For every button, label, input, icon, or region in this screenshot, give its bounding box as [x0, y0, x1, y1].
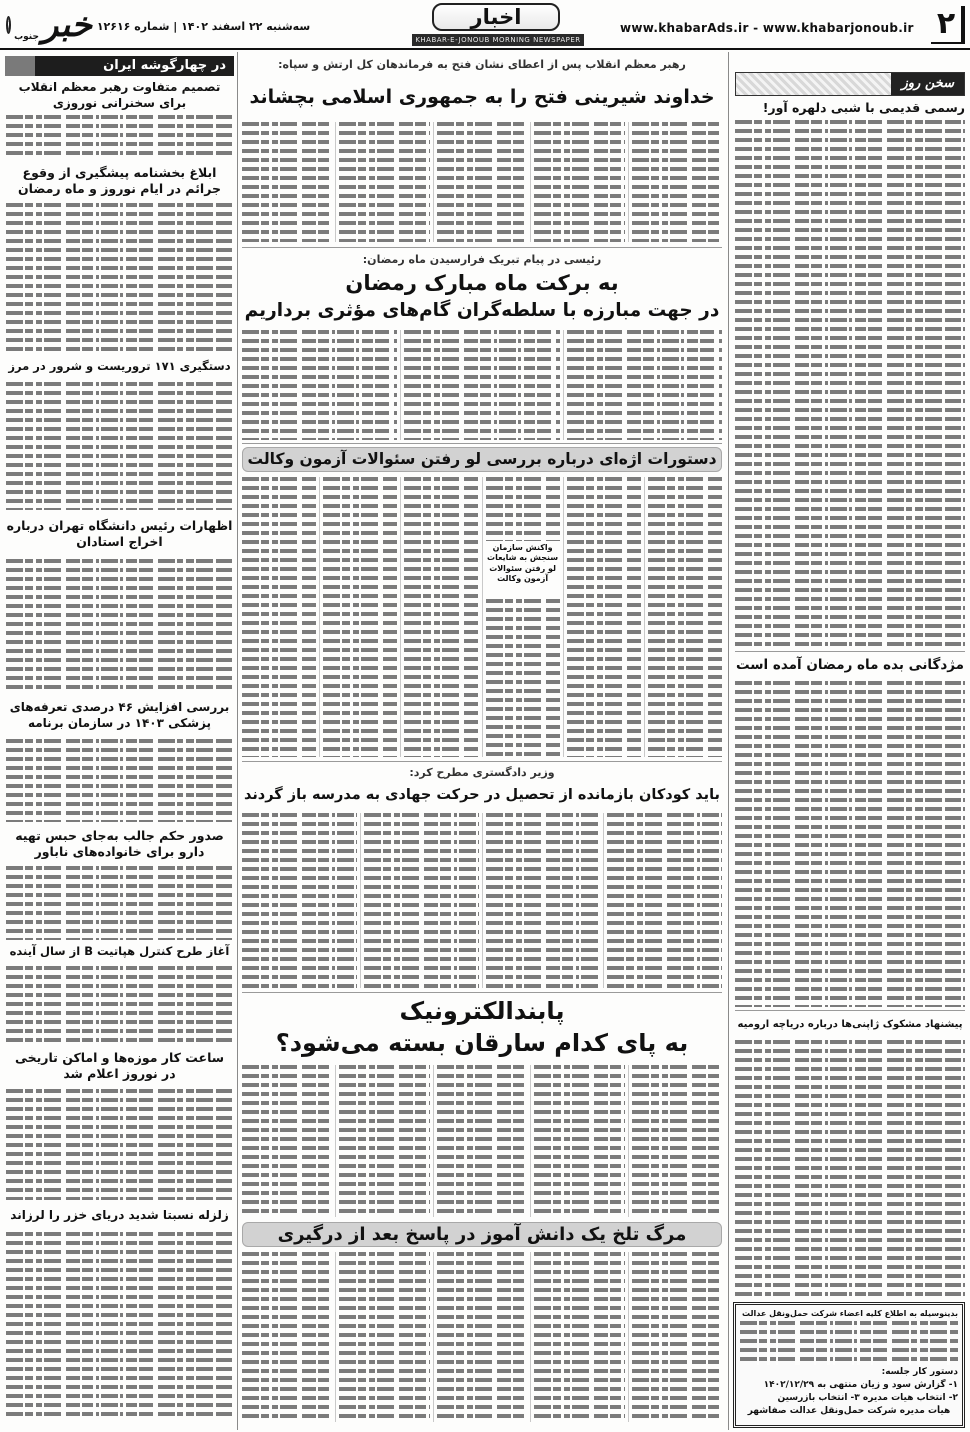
website-urls: www.khabarAds.ir - www.khabarjonoub.ir: [620, 21, 914, 35]
header-divider: [0, 48, 970, 50]
news-headline: اظهارات رئیس دانشگاه تهران درباره اخراج استادان: [6, 518, 233, 550]
section-title: اخبار: [432, 3, 560, 31]
newspaper-logo: [6, 4, 92, 46]
news-headline: آغاز طرح کنترل هپاتیت B از سال آینده: [9, 944, 230, 958]
story-divider: [242, 761, 722, 762]
article-text-column: [242, 1252, 332, 1422]
raisi-headline-line2: در جهت مبارزه با سلطه‌گران گام‌های مؤثری برداریم: [244, 300, 720, 321]
article-text: [735, 1040, 965, 1298]
bar-exam-article-body: [242, 477, 722, 757]
news-headline: صدور حکم جالب به‌جای حبس تهیه دارو برای خانواده‌های ناباور: [15, 828, 224, 860]
logo-wordmark: خبر: [41, 5, 92, 45]
english-masthead: KHABAR-E-JONOUB MORNING NEWSPAPER: [412, 34, 584, 46]
article-text: [486, 477, 560, 541]
story-divider: [242, 443, 722, 444]
article-text: [486, 599, 560, 757]
bar-exam-headline: دستورات اژه‌ای درباره بررسی لو رفتن سئوالات آزمون وکالت: [242, 447, 722, 472]
article-text-column: [437, 122, 527, 242]
news-headline: ساعت کار موزه‌ها و اماکن تاریخی در نوروز اعلام شد: [14, 1050, 225, 1082]
page-number: ۲: [931, 6, 965, 44]
story-divider: [242, 992, 722, 993]
article-text-column: [404, 330, 559, 440]
article-text: [6, 866, 233, 940]
article-text-column: [364, 813, 479, 988]
student-headline: مرگ تلخ یک دانش آموز در پاسخ بعد از درگیری: [242, 1222, 722, 1247]
article-text-column: [648, 477, 722, 757]
article-text-column: [632, 1065, 722, 1217]
article-text-column: [486, 813, 601, 988]
notice-signature: هیأت مدیره شرکت حمل‌ونقل عدالت صفاشهر: [747, 1406, 951, 1416]
ramadan-headline: مژدگانی بده ماه رمضان آمده است: [735, 657, 965, 673]
shareholder-meeting-notice: [733, 1302, 965, 1428]
article-text-column: [437, 1252, 527, 1422]
article-text-column: [323, 477, 397, 757]
article-text: [6, 1232, 233, 1420]
raisi-kicker: رئیسی در پیام تبریک فرارسیدن ماه رمضان:: [362, 253, 602, 266]
article-text-column: [437, 1065, 527, 1217]
student-article-body: [242, 1252, 722, 1422]
raisi-headline-line1: به برکت ماه مبارک رمضان: [345, 271, 619, 295]
issue-date: سه‌شنبه ۲۲ اسفند ۱۴۰۲ | شماره ۱۲۶۱۶: [96, 20, 311, 33]
article-text-column: [242, 330, 397, 440]
article-text-column: [242, 122, 332, 242]
justice-kicker: وزیر دادگستری مطرح کرد:: [409, 766, 555, 779]
globe-icon: [6, 16, 11, 34]
article-text-column: [242, 1065, 332, 1217]
lead-kicker: رهبر معظم انقلاب پس از اعطای نشان فتح به فرماندهان کل ارتش و سپاه:: [278, 58, 686, 71]
column-divider: [728, 52, 729, 1430]
notice-agenda-label: دستور کار جلسه:: [881, 1367, 958, 1377]
article-text-column: [534, 1065, 624, 1217]
notice-agenda-item: ۲- انتخاب هیات مدیره ۳- انتخاب بازرسین: [777, 1393, 958, 1403]
story-divider: [242, 247, 722, 248]
justice-article-body: [242, 813, 722, 988]
notice-intro: بدینوسیله به اطلاع کلیه اعضاء شرکت حمل‌ونقل عدالت: [742, 1309, 958, 1318]
article-text: [6, 559, 233, 694]
news-headline: بررسی افزایش ۴۶ درصدی تعرفه‌های پزشکی ۱۴۰۳ در سازمان برنامه: [9, 700, 230, 730]
article-text: [6, 1089, 233, 1200]
bar-exam-subhead: واکنش سازمان سنجش به شایعات لو رفتن سئوالات آزمون وکالت: [487, 543, 559, 584]
editorial-section-header: [735, 72, 965, 96]
editorial-title: رسمی قدیمی با شبی دلهره آور!: [762, 100, 965, 115]
story-divider: [735, 1010, 965, 1011]
article-text-column: [404, 477, 478, 757]
article-text-column: [339, 1252, 429, 1422]
notice-agenda-item: ۱- گزارش سود و زیان منتهی به ۱۴۰۲/۱۲/۲۹: [763, 1380, 958, 1390]
article-text-column: [534, 1252, 624, 1422]
justice-headline: باید کودکان بازمانده از تحصیل در حرکت جهادی به مدرسه باز گردند: [244, 787, 720, 803]
news-headline: دستگیری ۱۷۱ تروریست و شرور در مرز: [8, 359, 231, 373]
article-text-column: [242, 813, 357, 988]
article-text: [6, 203, 233, 353]
article-text-column: [632, 122, 722, 242]
editorial-text: [735, 120, 965, 647]
article-text-column: [242, 477, 316, 757]
article-text-column: [486, 477, 560, 757]
article-text-column: [567, 477, 641, 757]
article-text-column: [567, 330, 722, 440]
article-text-column: [607, 813, 722, 988]
column-divider: [237, 52, 238, 1430]
news-headline: ابلاغ بخشنامه پیشگیری از وقوع جرائم در ایام نوروز و ماه رمضان: [17, 165, 221, 197]
ankle-monitor-headline-line1: پابندالکترونیک: [399, 997, 565, 1025]
article-text-column: [534, 122, 624, 242]
news-headline: زلزله نسبتا شدید دریای خزر را لرزاند: [10, 1208, 229, 1222]
article-text-column: [339, 1065, 429, 1217]
logo-subtitle: جنوب: [14, 32, 39, 42]
lead-article-body: [242, 122, 722, 242]
urmia-headline: پیشنهاد مشکوک ژاپنی‌ها درباره دریاچه ارومیه: [737, 1019, 963, 1030]
regional-news-section-header: در چهارگوشه ایران: [5, 56, 234, 76]
article-text: [6, 966, 233, 1044]
raisi-article-body: [242, 330, 722, 440]
notice-text: [740, 1321, 958, 1365]
editorial-label: سخن روز: [891, 73, 964, 95]
ankle-monitor-headline-line2: به پای کدام سارقان بسته می‌شود؟: [275, 1029, 689, 1057]
article-text: [6, 115, 233, 160]
article-text-column: [339, 122, 429, 242]
ankle-monitor-article-body: [242, 1065, 722, 1217]
article-text: [735, 681, 965, 1007]
lead-headline: خداوند شیرینی فتح را به جمهوری اسلامی بچشاند: [249, 86, 715, 108]
article-text: [6, 382, 233, 510]
news-headline: تصمیم متفاوت رهبر معظم انقلاب برای سخنرانی نوروزی: [18, 80, 221, 110]
story-divider: [735, 651, 965, 652]
article-text: [6, 739, 233, 822]
article-text-column: [632, 1252, 722, 1422]
